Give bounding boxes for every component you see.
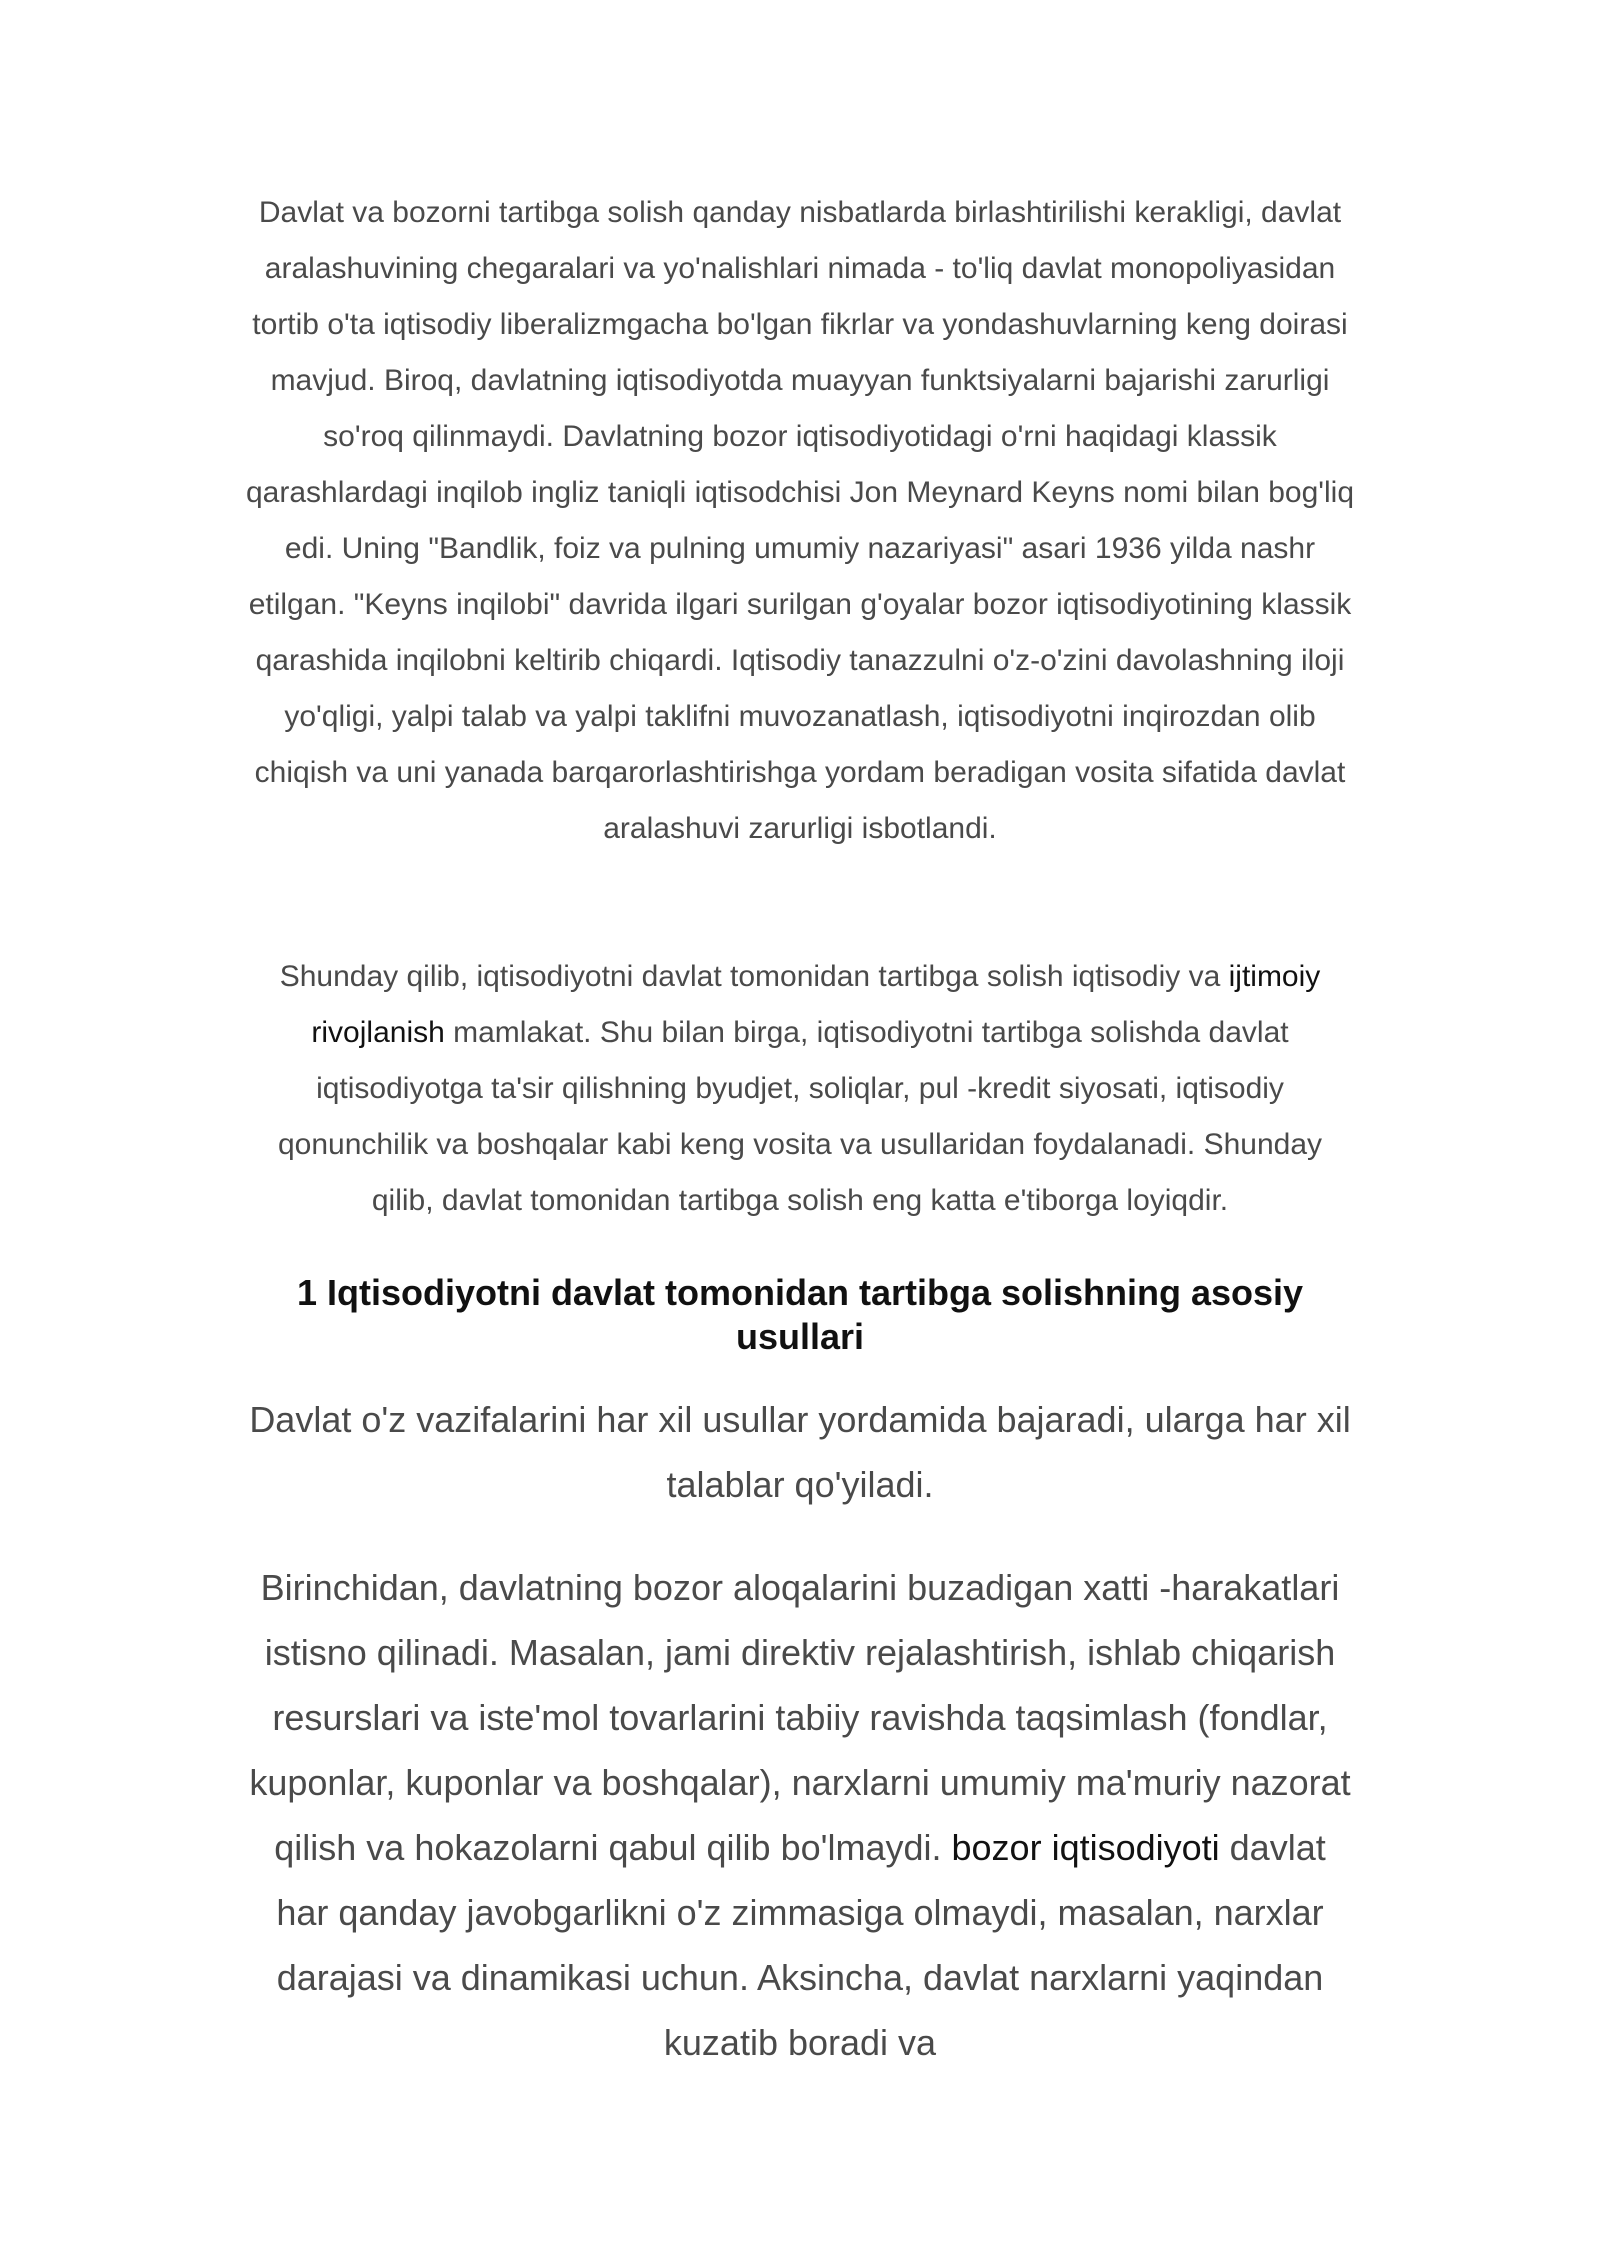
summary-paragraph-text-after: mamlakat. Shu bilan birga, iqtisodiyotni tartibga solishda davlat iqtisodiyotga ta'sir qilishning byudjet, soliqlar, pul -kredit siyosati, iqtisodiy qonunchilik va boshqalar kabi keng vosita va usullaridan foydalanadi. Shunday qilib, davlat tomonidan tartibga solish eng katta e'tiborga loyiqdir. [277, 1016, 1323, 1217]
summary-paragraph-text-before: Shunday qilib, iqtisodiyotni davlat tomonidan tartibga solish iqtisodiy va [279, 960, 1229, 993]
summary-paragraph [245, 949, 1355, 1229]
first-method-text-after: davlat har qanday javobgarlikni o'z zimmasiga olmaydi, masalan, narxlar darajasi va dinamikasi uchun. Aksincha, davlat narxlarni yaqindan kuzatib boradi va [276, 1827, 1326, 2063]
market-economy-link[interactable]: bozor iqtisodiyoti [951, 1827, 1220, 1868]
methods-intro-paragraph: Davlat o'z vazifalarini har xil usullar yordamida bajaradi, ularga har xil talablar qo'yiladi. [249, 1399, 1351, 1505]
first-method-paragraph [245, 1555, 1355, 2075]
section-heading: 1 Iqtisodiyotni davlat tomonidan tartibga solishning asosiy usullari [296, 1272, 1304, 1357]
social-development-link[interactable]: ijtimoiy rivojlanish [311, 960, 1321, 1049]
intro-paragraph: Davlat va bozorni tartibga solish qanday nisbatlarda birlashtirilishi kerakligi, davlat aralashuvining chegaralari va yo'nalishlari nimada - to'liq davlat monopoliyasidan tortib o'ta iqtisodiy liberalizmgacha bo'lgan fikrlar va yondashuvlarning keng doirasi mavjud. Biroq, davlatning iqtisodiyotda muayyan funktsiyalarni bajarishi zarurligi so'roq qilinmaydi. Davlatning bozor iqtisodiyotidagi o'rni haqidagi klassik qarashlardagi inqilob ingliz taniqli iqtisodchisi Jon Meynard Keyns nomi bilan bog'liq edi. Uning "Bandlik, foiz va pulning umumiy nazariyasi" asari 1936 yilda nashr etilgan. "Keyns inqilobi" davrida ilgari surilgan g'oyalar bozor iqtisodiyotining klassik qarashida inqilobni keltirib chiqardi. Iqtisodiy tanazzulni o'z-o'zini davolashning iloji yo'qligi, yalpi talab va yalpi taklifni muvozanatlash, iqtisodiyotni inqirozdan olib chiqish va uni yanada barqarorlashtirishga yordam beradigan vosita sifatida davlat aralashuvi zarurligi isbotlandi. [245, 196, 1355, 845]
first-method-text-before: Birinchidan, davlatning bozor aloqalarini buzadigan xatti -harakatlari istisno qilinadi. Masalan, jami direktiv rejalashtirish, ishlab chiqarish resurslari va iste'mol tovarlarini tabiiy ravishda taqsimlash (fondlar, kuponlar, kuponlar va boshqalar), narxlarni umumiy ma'muriy nazorat qilish va hokazolarni qabul qilib bo'lmaydi. [249, 1567, 1351, 1868]
